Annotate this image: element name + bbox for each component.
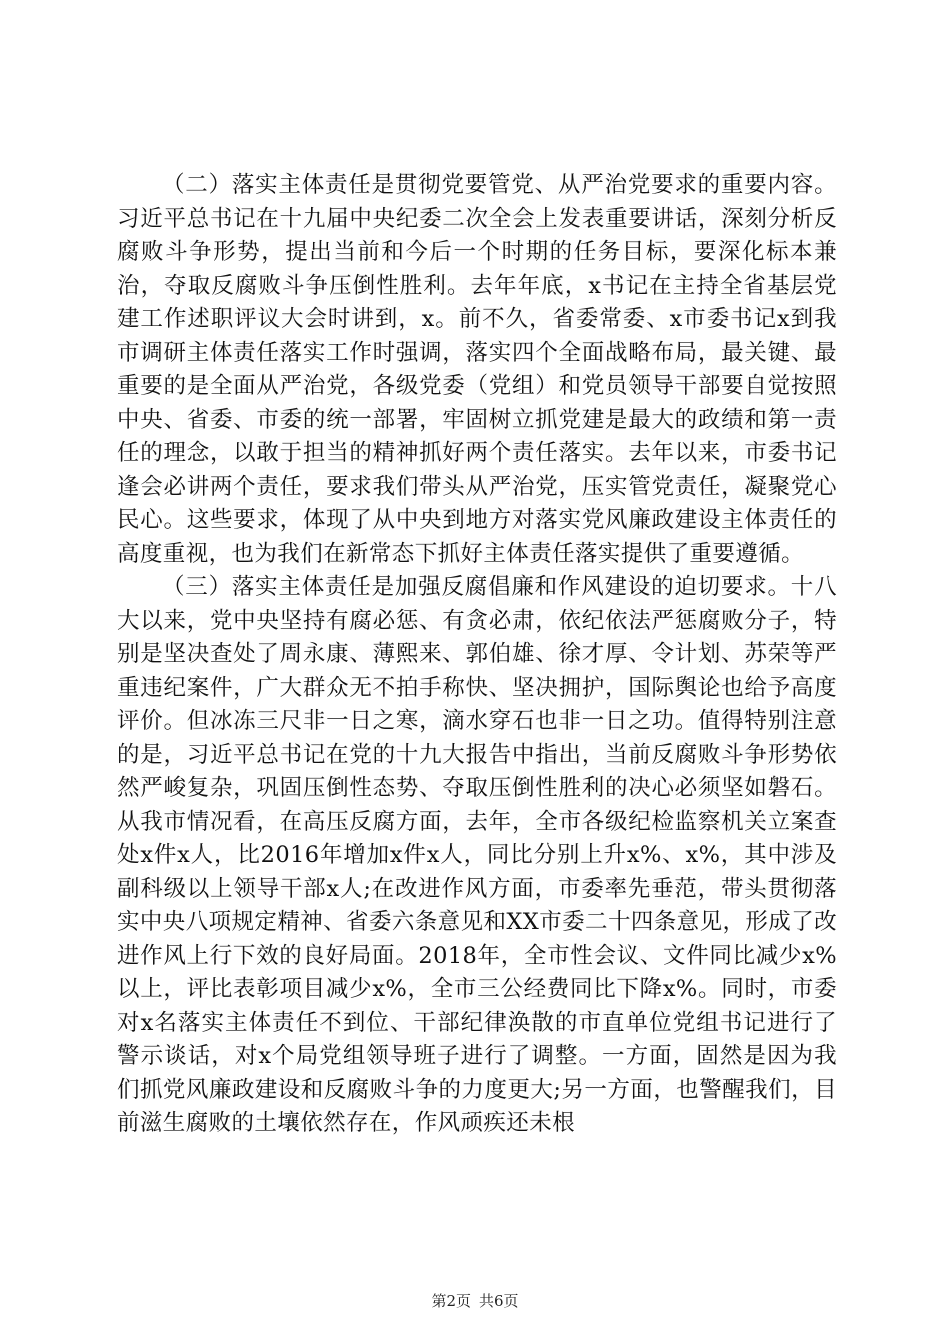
page-footer: [0, 1291, 950, 1311]
document-body: [117, 169, 837, 1141]
page-number: 第2页: [431, 1292, 471, 1310]
paragraph-2: （二）落实主体责任是贯彻党要管党、从严治党要求的重要内容。习近平总书记在十九届中央纪委二次全会上发表重要讲话，深刻分析反腐败斗争形势，提出当前和今后一个时期的任务目标，要深化标本兼治，夺取反腐败斗争压倒性胜利。去年年底，x书记在主持全省基层党建工作述职评议大会时讲到，x。前不久，省委常委、x市委书记x到我市调研主体责任落实工作时强调，落实四个全面战略布局，最关键、最重要的是全面从严治党，各级党委（党组）和党员领导干部要自觉按照中央、省委、市委的统一部署，牢固树立抓党建是最大的政绩和第一责任的理念，以敢于担当的精神抓好两个责任落实。去年以来，市委书记逢会必讲两个责任，要求我们带头从严治党，压实管党责任，凝聚党心民心。这些要求，体现了从中央到地方对落实党风廉政建设主体责任的高度重视，也为我们在新常态下抓好主体责任落实提供了重要遵循。: [117, 172, 837, 567]
page-total: 共6页: [479, 1292, 519, 1310]
paragraph-3: （三）落实主体责任是加强反腐倡廉和作风建设的迫切要求。十八大以来，党中央坚持有腐必惩、有贪必肃，依纪依法严惩腐败分子，特别是坚决查处了周永康、薄熙来、郭伯雄、徐才厚、令计划、苏荣等严重违纪案件，广大群众无不拍手称快、坚决拥护，国际舆论也给予高度评价。但冰冻三尺非一日之寒，滴水穿石也非一日之功。值得特别注意的是，习近平总书记在党的十九大报告中指出，当前反腐败斗争形势依然严峻复杂，巩固压倒性态势、夺取压倒性胜利的决心必须坚如磐石。从我市情况看，在高压反腐方面，去年，全市各级纪检监察机关立案查处x件x人，比2016年增加x件x人，同比分别上升x%、x%，其中涉及副科级以上领导干部x人;在改进作风方面，市委率先垂范，带头贯彻落实中央八项规定精神、省委六条意见和XX市委二十四条意见，形成了改进作风上行下效的良好局面。2018年，全市性会议、文件同比减少x%以上，评比表彰项目减少x%，全市三公经费同比下降x%。同时，市委对x名落实主体责任不到位、干部纪律涣散的市直单位党组书记进行了警示谈话，对x个局党组领导班子进行了调整。一方面，固然是因为我们抓党风廉政建设和反腐败斗争的力度更大;另一方面，也警醒我们，目前滋生腐败的土壤依然存在，作风顽疾还未根: [117, 574, 837, 1136]
